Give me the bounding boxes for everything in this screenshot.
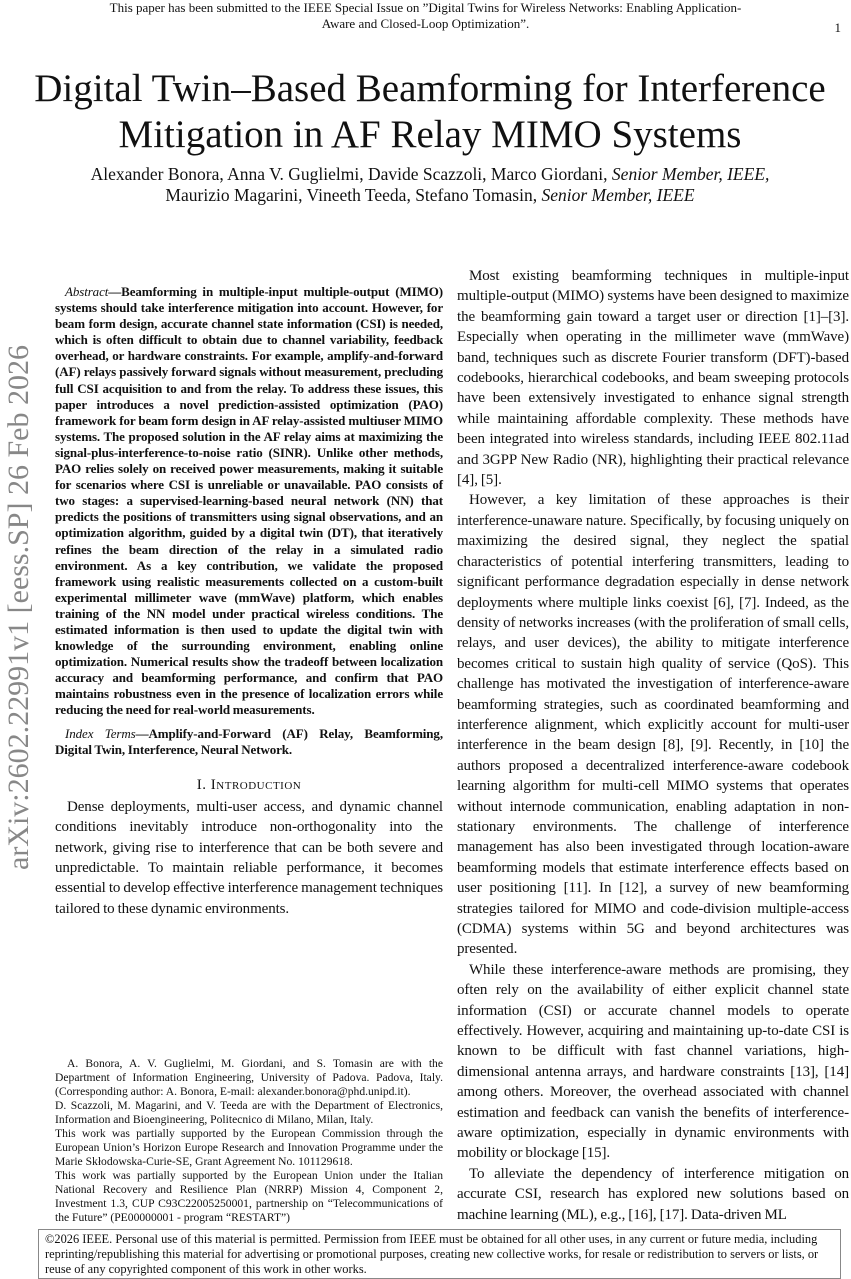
abstract [55, 284, 443, 719]
index-terms-text: —Amplify-and-Forward (AF) Relay, Beamforming, Digital Twin, Interference, Neural Network. [55, 725, 443, 757]
authors-line2: Maurizio Magarini, Vineeth Teeda, Stefano Tomasin, [165, 185, 542, 205]
authors-line1: Alexander Bonora, Anna V. Guglielmi, Davide Scazzoli, Marco Giordani, [90, 164, 612, 184]
footnote: A. Bonora, A. V. Guglielmi, M. Giordani, and S. Tomasin are with the Department of Information Engineering, University of Padova. Padova, Italy. (Corresponding author: A. Bonora, E-mail: alexander.bonora@phd.unipd.it). [55, 1057, 443, 1099]
section-title: Introduction [210, 776, 302, 793]
footnotes [55, 1049, 443, 1225]
copyright-notice: ©2026 IEEE. Personal use of this material is permitted. Permission from IEEE must be obtained for all other uses, in any current or future media, including reprinting/republishing this material for advertising or promotional purposes, creating new collective works, for resale or redistribution to servers or lists, or reuse of any copyrighted component of this work in other works. [38, 1229, 841, 1279]
section-heading [55, 777, 443, 794]
arxiv-stamp: arXiv:2602.22991v1 [eess.SP] 26 Feb 2026 [2, 345, 35, 870]
index-terms [55, 726, 443, 758]
author-role: Senior Member, IEEE [541, 185, 695, 205]
paragraph: While these interference-aware methods are promising, they often rely on the availability of either explicit channel state information (CSI) or accurate channel models to operate effectively. However, acquiring and maintaining up-to-date CSI is known to be difficult with fast channel variations, high-dimensional antenna arrays, and hardware constraints [13], [14] among others. Moreover, the overhead associated with channel estimation and feedback can vanish the benefits of interference-aware optimization, especially in dynamic environments with mobility or blockage [15]. [457, 961, 849, 1162]
footnote: This work was partially supported by the European Commission through the European Union’s Horizon Europe Research and Innovation Programme under the Marie Skłodowska-Curie-SE, Grant Agreement No. 101129618. [55, 1127, 443, 1169]
paragraph: Most existing beamforming techniques in multiple-input multiple-output (MIMO) systems have been designed to maximize the beamforming gain toward a target user or direction [1]–[3]. Especially when operating in the millimeter wave (mmWave) band, techniques such as discrete Fourier transform (DFT)-based codebooks, hierarchical codebooks, and beam sweeping protocols have been extensively investigated to enhance signal strength while maintaining affordable complexity. These methods have been integrated into wireless standards, including IEEE 802.11ad and 3GPP New Radio (NR), highlighting their practical relevance [4], [5]. [457, 268, 849, 489]
abstract-text: —Beamforming in multiple-input multiple-output (MIMO) systems should take interference mitigation into account. However, for beam form design, accurate channel state information (CSI) is needed, which is often difficult to obtain due to channel variability, feedback overhead, or hardware constraints. For example, amplify-and-forward (AF) relays passively forward signals without measurement, precluding full CSI acquisition to and from the relay. To address these issues, this paper introduces a novel prediction-assisted optimization (PAO) framework for beam form design in AF relay-assisted multiuser MIMO systems. The proposed solution in the AF relay aims at maximizing the signal-plus-interference-to-noise ratio (SINR). Unlike other methods, PAO relies solely on received power measurements, making it suitable for scenarios where CSI is unreliable or unavailable. PAO consists of two stages: a supervised-learning-based neural network (NN) that predicts the positions of transmitters using signal observations, and an optimization algorithm, guided by a digital twin (DT), that iteratively refines the beam direction of the relay in a simulated radio environment. As a key contribution, we validate the proposed framework using realistic measurements collected on a custom-built experimental millimeter wave (mmWave) platform, which enables training of the NN model under practical wireless conditions. The estimated information is then used to update the digital twin with knowledge of the surrounding environment, enabling online optimization. Numerical results show the tradeoff between localization accuracy and beamforming performance, and confirm that PAO maintains robustness even in the presence of localization errors while reducing the need for real-world measurements. [55, 284, 443, 718]
title-block [0, 0, 851, 266]
author-role: Senior Member, IEEE, [611, 164, 770, 184]
page-number: 1 [834, 20, 841, 35]
right-column [457, 266, 849, 1225]
header-note: This paper has been submitted to the IEEE Special Issue on ”Digital Twins for Wireless Networks: Enabling Application-Aware and Closed-Loop Optimization”. [109, 0, 742, 31]
paragraph: Dense deployments, multi-user access, and dynamic channel conditions inevitably introduce non-orthogonality into the network, giving rise to interference that can be both severe and unpredictable. To maintain reliable performance, it becomes essential to develop effective interference management techniques tailored to these dynamic environments. [55, 798, 443, 917]
author-list [60, 164, 800, 206]
paper-title: Digital Twin–Based Beamforming for Interference Mitigation in AF Relay MIMO Systems [34, 67, 826, 156]
footnote: This work was partially supported by the European Union under the Italian National Recovery and Resilience Plan (NRRP) Mission 4, Component 2, Investment 1.3, CUP C93C22005250001, partnership on “Telecommunications of the Future” (PE00000001 - program “RESTART”) [55, 1169, 443, 1225]
paragraph: However, a key limitation of these approaches is their interference-unaware nature. Specifically, by focusing uniquely on maximizing the desired signal, they neglect the spatial characteristics of potential interfering transmitters, leading to significant performance degradation especially in dense network deployments where multiple links coexist [6], [7]. Indeed, as the density of networks increases (with the proliferation of small cells, relays, and user devices), the ability to mitigate interference becomes critical to sustain high quality of service (QoS). This challenge has motivated the investigation of interference-aware beamforming strategies, such as coordinated beamforming and interference alignment, which explicitly account for multi-user interference in the beam design [8], [9]. Recently, in [10] the authors proposed a decentralized interference-aware codebook learning algorithm for multi-cell MIMO systems that operates without internode communication, enabling adaptation in non-stationary environments. The challenge of interference management has also been investigated through location-aware beamforming models that estimate interference effects based on user positioning [11]. In [12], a survey of new beamforming strategies tailored for MIMO and code-division multiple-access (CDMA) systems within 5G and beyond architectures was presented. [457, 492, 849, 958]
index-terms-label: Index Terms [65, 725, 136, 741]
section-number: I. [196, 776, 211, 793]
footnote: D. Scazzoli, M. Magarini, and V. Teeda are with the Department of Electronics, Information and Bioengineering, Politecnico di Milano, Milan, Italy. [55, 1099, 443, 1127]
paragraph: To alleviate the dependency of interference mitigation on accurate CSI, research has explored new solutions based on machine learning (ML), e.g., [16], [17]. Data-driven ML [457, 1165, 849, 1223]
two-column-body [0, 266, 851, 1225]
abstract-label: Abstract [65, 284, 109, 299]
left-column [55, 266, 443, 1225]
